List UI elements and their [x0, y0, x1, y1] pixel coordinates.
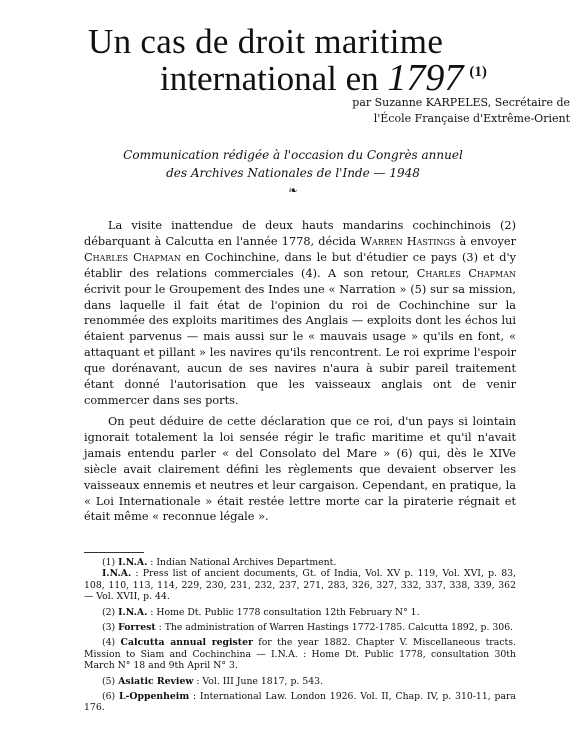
footnote-source: I.N.A.: [102, 568, 132, 580]
footnote-3: [84, 622, 516, 633]
footnote-number: (5): [102, 675, 116, 687]
p1-text-d: écrivit pour le Groupement des Indes une « Narration » (5) sur sa mission, dans laquelle il fait état de l'opinion du roi de Cochinchine sur la renommée des exploits maritimes des Anglais — exploits dont les échos lui étaient parvenus — mais aussi sur le « mauvais usage » qu'ils en font, « attaquant et pillant » les navires qu'ils rencontrent. Le roi exprime l'espoir que dorénavant, aucun de ses navires n'aura à subir pareil traitement étant donné l'autorisation que les vaisseaux anglais ont de venir commercer dans ses ports.: [84, 282, 516, 407]
ornament-icon: ❧: [288, 184, 298, 197]
footnote-source: I.N.A.: [118, 606, 148, 618]
footnote-source: Asiatic Review: [118, 675, 194, 687]
title-year: 1797: [387, 57, 464, 99]
communication-note: [118, 146, 468, 182]
byline-line2: l'École Française d'Extrême-Orient: [373, 112, 570, 125]
body-paragraph-2: On peut déduire de cette déclaration que ce roi, d'un pays si lointain ignorait totalement la loi sensée régir le trafic maritime et qu'il n'avait jamais entendu parler « del Consolato del Mare » (6) qui, dès le XIVe siècle avait clairement défini les règlements que devaient observer les vaisseaux ennemis et neutres et leur cargaison. Cependant, en pratique, la « Loi Internationale » était restée lettre morte car la piraterie régnait et était même « reconnue légale ».: [84, 415, 516, 524]
byline-role: , Secrétaire de: [487, 96, 570, 109]
footnote-number: (2): [102, 606, 116, 618]
footnote-divider: [84, 552, 144, 553]
footnotes-list: [84, 557, 516, 718]
footnote-text: for the year 1882. Chapter V. Miscellaneous tracts. Mission to Siam and Cochinchina — I.N.A. : Home Dt. Public 1778, consultation 30th March N° 18 and 9th April N° 3.: [84, 637, 516, 672]
byline-prefix: par Suzanne: [352, 96, 426, 109]
footnote-number: (3): [102, 622, 116, 634]
footnote-text: : International Law. London 1926. Vol. II, Chap. IV, p. 310-11, para 176.: [84, 691, 516, 714]
footnote-1-continuation: [84, 568, 516, 602]
communication-line2: des Archives Nationales de l'Inde — 1948: [166, 166, 420, 180]
footnote-source: Calcutta annual register: [120, 637, 253, 649]
footnote-number: (4): [102, 637, 116, 649]
p1-text-a: La visite inattendue de deux hauts mandarins cochinchinois (2) débarquant à Calcutta en l'année 1778, décida: [84, 219, 516, 248]
footnote-1: [84, 557, 516, 603]
name-charles-chapman: Charles Chapman: [84, 250, 181, 264]
footnote-text: : Press list of ancient documents, Gt. of India, Vol. XV p. 119, Vol. XVI, p. 83, 108, 110, 113, 114, 229, 230, 231, 232, 237, 271, 283, 326, 327, 332, 337, 338, 339, 362 — Vol. XVII, p. 44.: [84, 568, 516, 603]
footnote-source: Forrest: [118, 622, 156, 634]
byline-line1: [270, 95, 570, 111]
p1-text-b: à envoyer: [455, 234, 517, 248]
footnote-2: [84, 607, 516, 618]
p1-text-c: en Cochinchine, dans le but d'étudier ce pays (3) et d'y établir des relations commerciales (4). A son retour,: [84, 250, 516, 280]
footnote-text: : Vol. III June 1817, p. 543.: [193, 675, 324, 687]
footnote-text: : Indian National Archives Department.: [147, 557, 337, 568]
name-warren-hastings: Warren Hastings: [360, 234, 456, 248]
footnote-5: [84, 676, 516, 687]
footnote-6: [84, 691, 516, 714]
footnote-number: (6): [102, 691, 116, 703]
name-charles-chapman-2: Charles Chapman: [416, 266, 516, 280]
article-title-line1: Un cas de droit maritime: [88, 22, 444, 61]
footnote-number: (1): [102, 557, 116, 568]
footnote-text: : The administration of Warren Hastings 1772-1785. Calcutta 1892, p. 306.: [155, 622, 514, 634]
footnote-source: L-Oppenheim: [118, 691, 190, 703]
author-name: KARPELES: [425, 96, 488, 109]
communication-line1: Communication rédigée à l'occasion du Congrès annuel: [123, 148, 463, 162]
body-paragraph-1: [84, 218, 516, 409]
title-text: international en: [160, 59, 388, 98]
title-footnote-ref: (1): [469, 64, 487, 80]
footnote-source: I.N.A.: [118, 557, 148, 568]
footnote-4: [84, 637, 516, 671]
footnote-text: : Home Dt. Public 1778 consultation 12th February N° 1.: [147, 606, 420, 618]
author-byline: [270, 95, 570, 127]
